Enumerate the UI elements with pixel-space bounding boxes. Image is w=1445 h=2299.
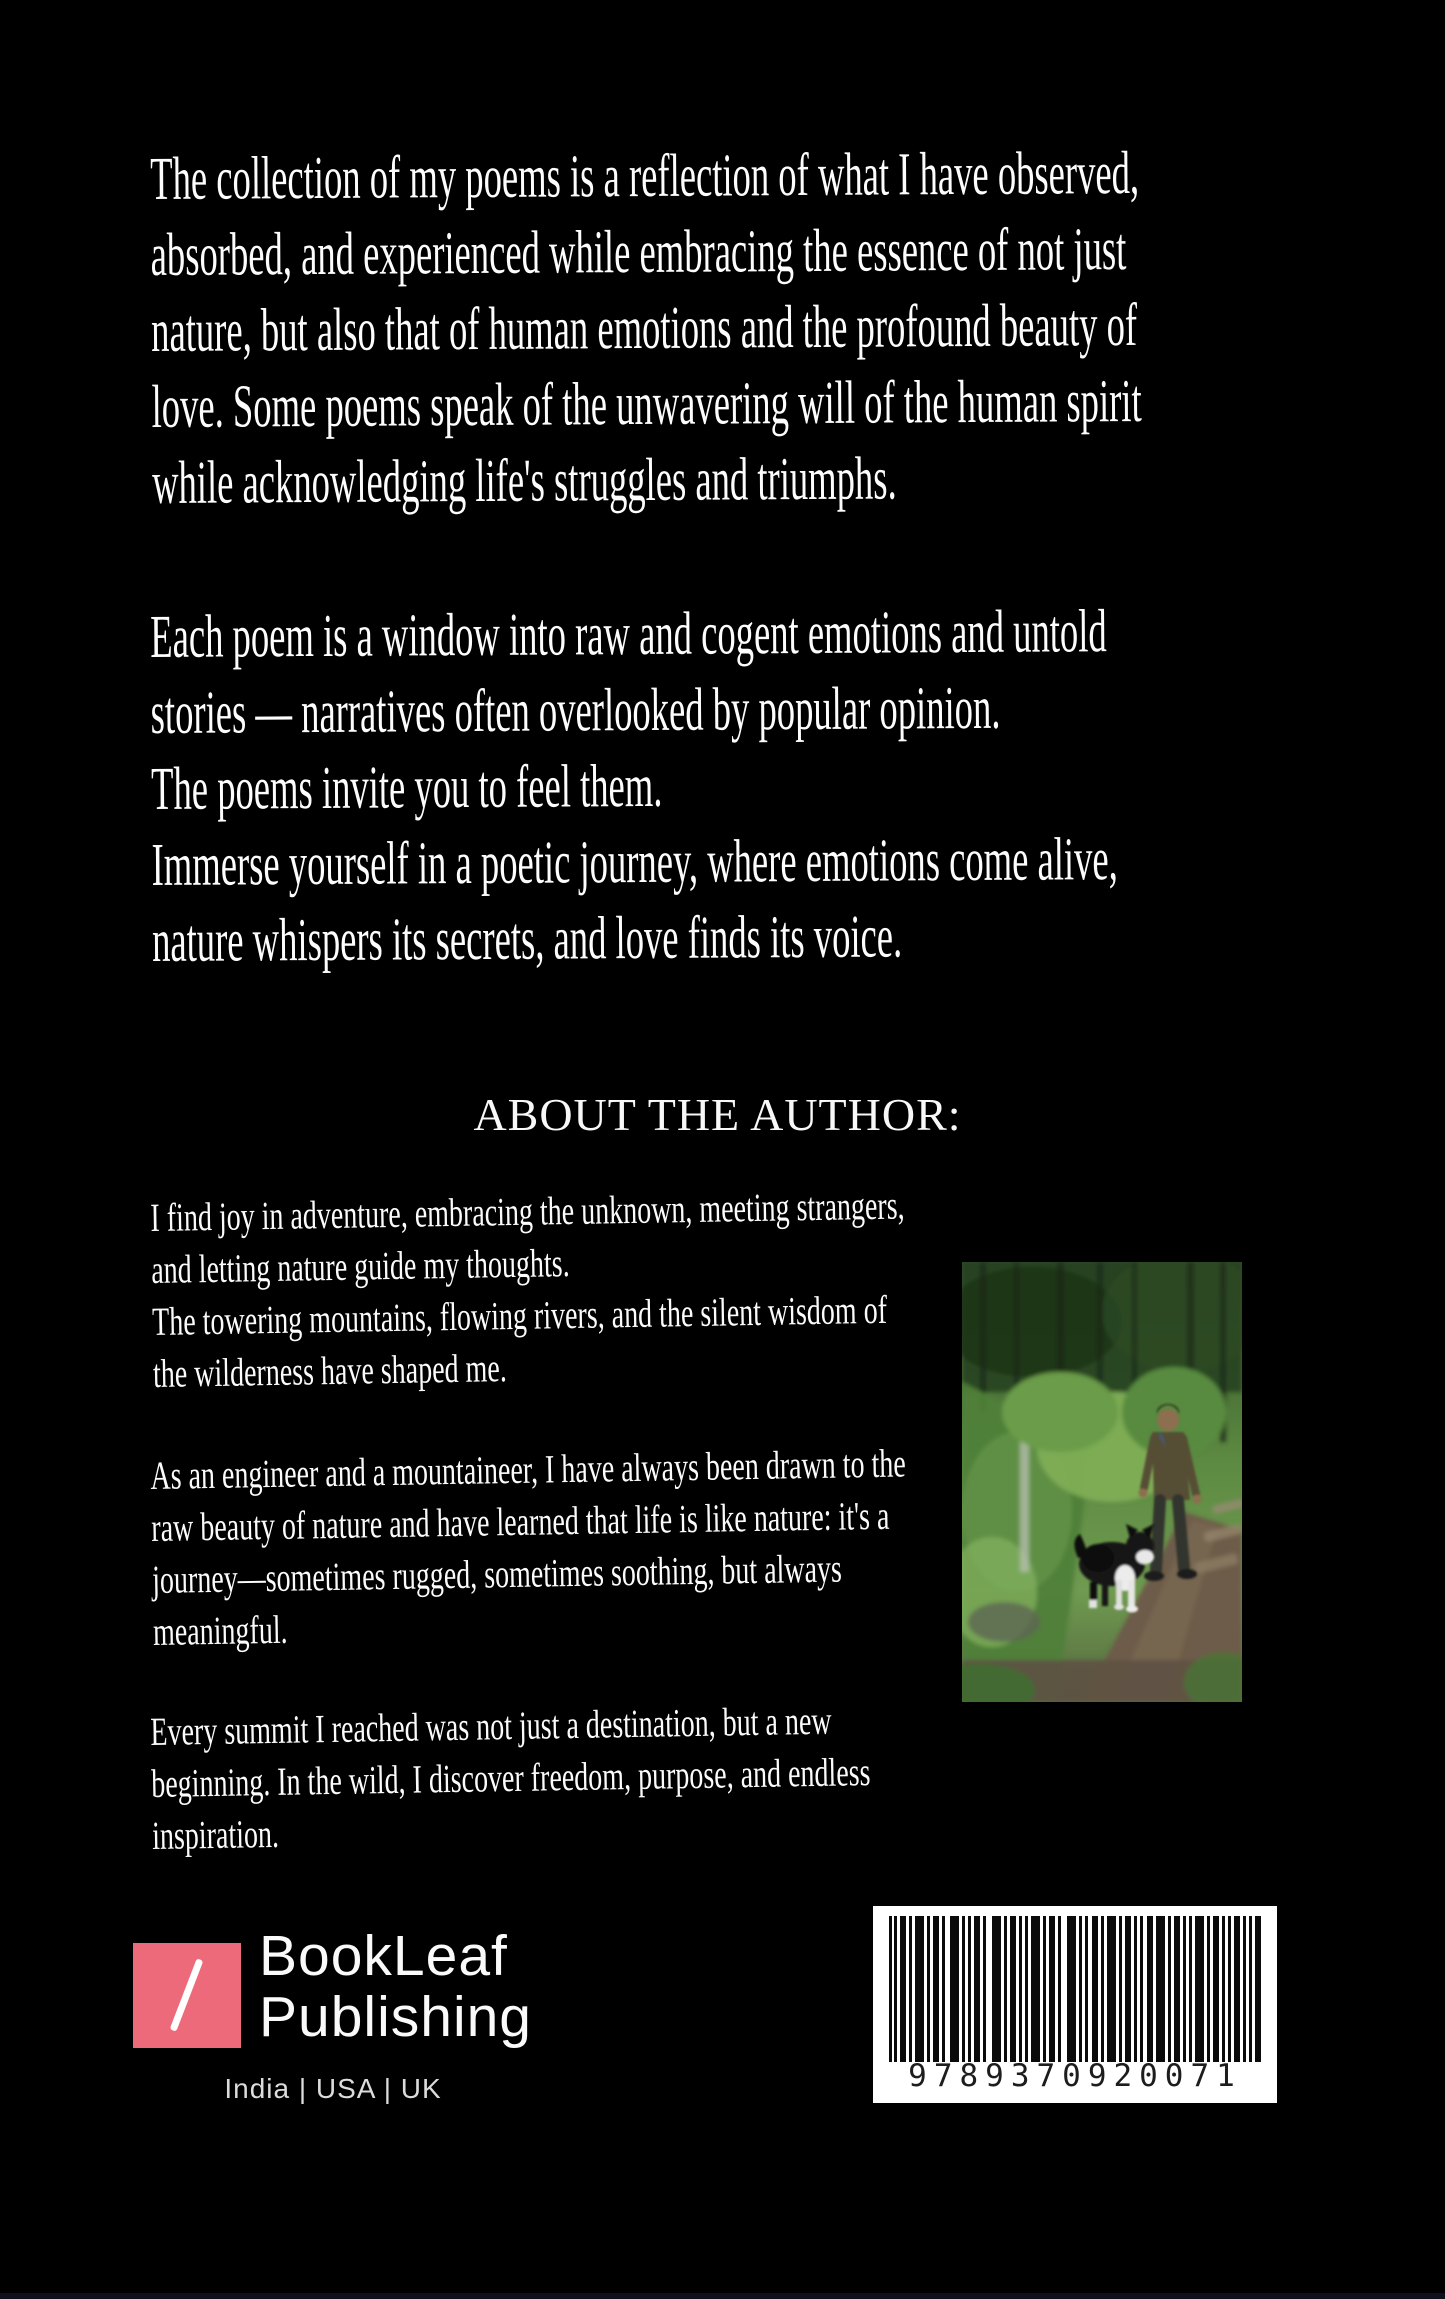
bookleaf-logo-mark [133, 1943, 241, 2048]
author-bio-paragraph-3: Every summit I reached was not just a destination, but a new beginning. In the wild, I discover freedom, purpose, and endless inspiration. [150, 1697, 871, 1858]
synopsis-paragraph-1: The collection of my poems is a reflection of what I have observed, absorbed, and experienced while embracing the essence of not just nature, but also that of human emotions and the profound beauty of love. Some poems speak of the unwavering will of the human spirit while acknowledging life's struggles and triumphs. [150, 139, 1142, 517]
author-photo [962, 1262, 1242, 1702]
publisher-name [259, 1926, 532, 2048]
barcode-bars [889, 1916, 1261, 2062]
publisher-name-line1: BookLeaf [259, 1924, 508, 1988]
author-bio-paragraph-2: As an engineer and a mountaineer, I have always been drawn to the raw beauty of nature and have learned that life is like nature: it's a journey—sometimes rugged, sometimes soothing, but always meaningful. [150, 1440, 907, 1654]
about-the-author-heading: ABOUT THE AUTHOR: [473, 1089, 962, 1140]
isbn-number: 9789370920071 [908, 2058, 1242, 2094]
author-bio-paragraph-1: I find joy in adventure, embracing the unknown, meeting strangers, and letting nature guide my thoughts. The towering mountains, flowing rivers, and the silent wisdom of the wilderness have shaped me. [150, 1182, 905, 1396]
synopsis-paragraph-2: Each poem is a window into raw and cogent emotions and untold stories — narratives often overlooked by popular opinion. The poems invite you to feel them. Immerse yourself in a poetic journey, where emotions come alive, nature whispers its secrets, and love finds its voice. [150, 598, 1118, 975]
publisher-regions: India | USA | UK [224, 2073, 442, 2104]
publisher-name-line2: Publishing [259, 1985, 533, 2049]
scan-edge-strip [0, 2293, 1445, 2299]
isbn-barcode [873, 1906, 1277, 2103]
slash-icon [170, 1958, 204, 2031]
